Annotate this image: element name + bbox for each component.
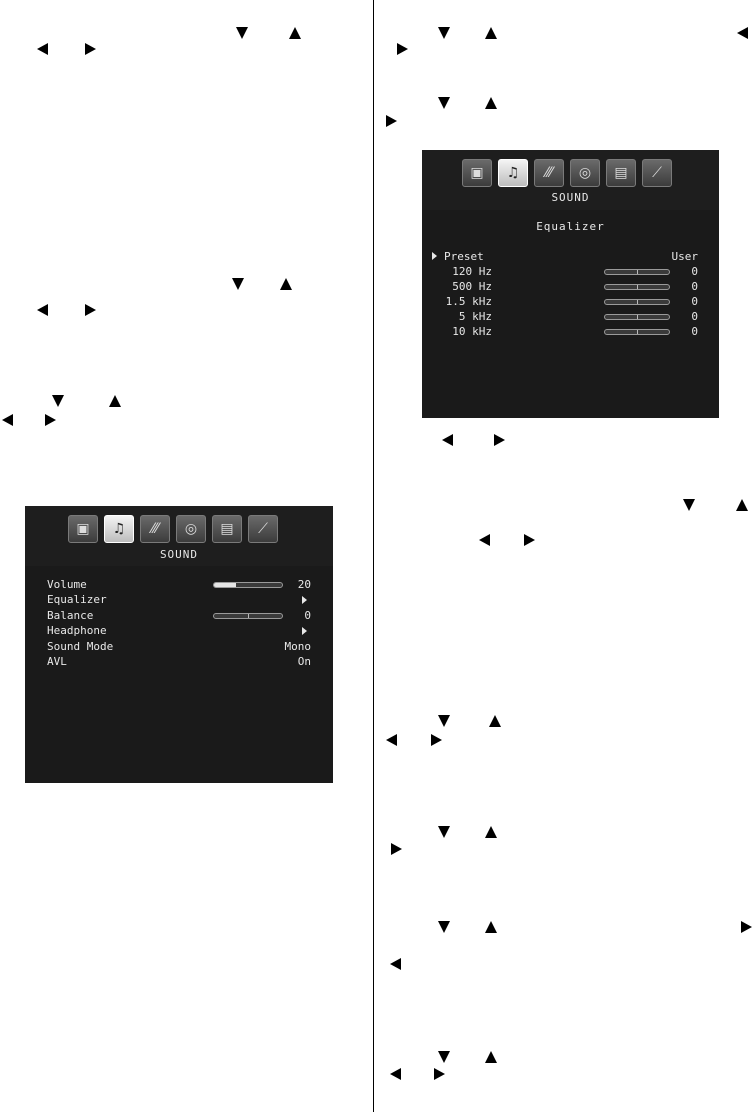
preset-label: Preset — [444, 250, 484, 263]
menu-item-label: Headphone — [47, 624, 107, 637]
balance-slider[interactable] — [213, 613, 283, 619]
up-arrow-icon — [489, 715, 501, 727]
band-slider[interactable] — [604, 284, 670, 290]
down-arrow-icon — [438, 826, 450, 838]
menu-item-headphone[interactable] — [47, 623, 311, 638]
down-arrow-icon — [232, 278, 244, 290]
down-arrow-icon — [683, 499, 695, 511]
down-arrow-icon — [438, 97, 450, 109]
band-slider[interactable] — [604, 299, 670, 305]
submenu-arrow-icon — [302, 627, 307, 635]
down-arrow-icon — [438, 921, 450, 933]
band-label: 1.5 kHz — [445, 295, 492, 308]
preset-value: User — [671, 250, 698, 263]
equalizer-menu-osd — [422, 150, 719, 418]
right-arrow-icon — [431, 734, 442, 746]
band-label: 5 kHz — [458, 310, 492, 323]
right-arrow-icon — [85, 43, 96, 55]
balance-center-mark — [248, 613, 249, 619]
volume-slider[interactable] — [213, 582, 283, 588]
band-label: 500 Hz — [452, 280, 492, 293]
band-center-mark — [637, 284, 638, 290]
up-arrow-icon — [109, 395, 121, 407]
menu-tabs — [462, 159, 672, 187]
band-value: 0 — [691, 265, 698, 278]
right-arrow-icon — [45, 414, 56, 426]
menu-item-equalizer[interactable] — [47, 592, 311, 607]
menu-item-value: On — [297, 655, 311, 668]
equalizer-band-row[interactable] — [432, 294, 698, 309]
band-label: 120 Hz — [452, 265, 492, 278]
feature-icon[interactable]: ⁄⁄⁄ — [140, 515, 170, 543]
up-arrow-icon — [736, 499, 748, 511]
band-slider[interactable] — [604, 329, 670, 335]
picture-icon[interactable]: ▣ — [462, 159, 492, 187]
equalizer-band-row[interactable] — [432, 324, 698, 339]
band-value: 0 — [691, 325, 698, 338]
up-arrow-icon — [485, 97, 497, 109]
band-center-mark — [637, 269, 638, 275]
left-arrow-icon — [737, 27, 748, 39]
right-arrow-icon — [494, 434, 505, 446]
left-arrow-icon — [442, 434, 453, 446]
install-icon[interactable]: ⟋ — [642, 159, 672, 187]
picture-icon[interactable]: ▣ — [68, 515, 98, 543]
band-center-mark — [637, 329, 638, 335]
right-arrow-icon — [391, 843, 402, 855]
menu-item-volume[interactable] — [47, 577, 311, 592]
feature-icon[interactable]: ⁄⁄⁄ — [534, 159, 564, 187]
menu-item-sound-mode[interactable] — [47, 639, 311, 654]
down-arrow-icon — [438, 1051, 450, 1063]
music-note-icon[interactable]: ♫ — [104, 515, 134, 543]
left-arrow-icon — [37, 304, 48, 316]
right-arrow-icon — [741, 921, 752, 933]
menu-item-value: 20 — [297, 578, 311, 591]
down-arrow-icon — [52, 395, 64, 407]
menu-item-label: Equalizer — [47, 593, 107, 606]
column-divider — [373, 0, 374, 1112]
submenu-arrow-icon — [302, 596, 307, 604]
down-arrow-icon — [438, 715, 450, 727]
band-slider[interactable] — [604, 269, 670, 275]
selection-arrow-icon — [432, 252, 437, 260]
right-arrow-icon — [386, 115, 397, 127]
left-arrow-icon — [2, 414, 13, 426]
music-note-icon[interactable]: ♫ — [498, 159, 528, 187]
equalizer-band-row[interactable] — [432, 279, 698, 294]
up-arrow-icon — [485, 27, 497, 39]
right-arrow-icon — [85, 304, 96, 316]
up-arrow-icon — [289, 27, 301, 39]
right-arrow-icon — [434, 1068, 445, 1080]
equalizer-preset-row[interactable] — [432, 249, 698, 264]
equalizer-band-row[interactable] — [432, 264, 698, 279]
band-slider[interactable] — [604, 314, 670, 320]
right-arrow-icon — [397, 43, 408, 55]
install-icon[interactable]: ⟋ — [248, 515, 278, 543]
equalizer-band-row[interactable] — [432, 309, 698, 324]
volume-fill — [214, 583, 236, 587]
setup-icon[interactable]: ◎ — [176, 515, 206, 543]
equalizer-heading: Equalizer — [536, 220, 605, 233]
band-value: 0 — [691, 295, 698, 308]
band-center-mark — [637, 299, 638, 305]
menu-item-value: 0 — [304, 609, 311, 622]
menu-item-label: Balance — [47, 609, 94, 622]
band-center-mark — [637, 314, 638, 320]
down-arrow-icon — [438, 27, 450, 39]
menu-item-label: Sound Mode — [47, 640, 114, 653]
setup-icon[interactable]: ◎ — [570, 159, 600, 187]
right-arrow-icon — [524, 534, 535, 546]
left-arrow-icon — [390, 1068, 401, 1080]
source-icon[interactable]: ▤ — [212, 515, 242, 543]
up-arrow-icon — [280, 278, 292, 290]
band-value: 0 — [691, 280, 698, 293]
left-arrow-icon — [37, 43, 48, 55]
band-value: 0 — [691, 310, 698, 323]
menu-item-balance[interactable] — [47, 608, 311, 623]
menu-tabs — [68, 515, 278, 543]
down-arrow-icon — [236, 27, 248, 39]
menu-item-label: AVL — [47, 655, 67, 668]
up-arrow-icon — [485, 921, 497, 933]
menu-title: SOUND — [159, 548, 199, 561]
menu-item-label: Volume — [47, 578, 87, 591]
band-label: 10 kHz — [452, 325, 492, 338]
menu-title: SOUND — [551, 191, 590, 204]
menu-item-avl[interactable] — [47, 654, 311, 669]
left-arrow-icon — [390, 958, 401, 970]
source-icon[interactable]: ▤ — [606, 159, 636, 187]
up-arrow-icon — [485, 1051, 497, 1063]
left-arrow-icon — [386, 734, 397, 746]
menu-item-value: Mono — [284, 640, 311, 653]
up-arrow-icon — [485, 826, 497, 838]
sound-menu-osd — [25, 506, 333, 783]
left-arrow-icon — [479, 534, 490, 546]
